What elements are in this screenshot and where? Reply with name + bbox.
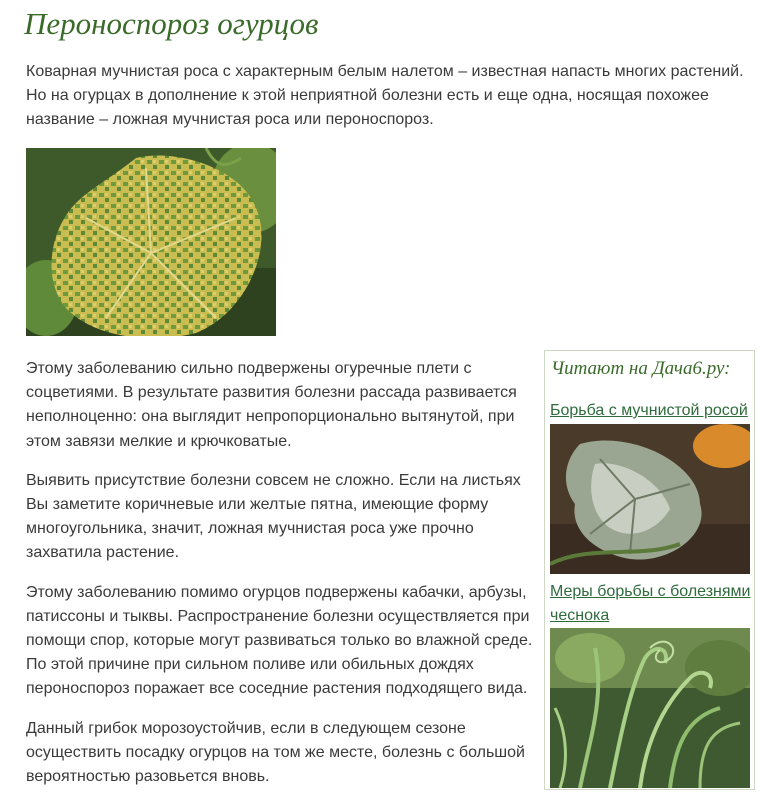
article-paragraph bbox=[26, 469, 536, 566]
paragraph-line: соцветиями. В результате развития болезни рассада развивается bbox=[26, 384, 517, 402]
paragraph-line: многоугольника, значит, ложная мучнистая роса уже прочно bbox=[26, 520, 474, 538]
article-title: Пероноспороз огурцов bbox=[24, 6, 319, 41]
related-image-powdery-mildew[interactable] bbox=[550, 424, 750, 574]
related-link-label: чеснока bbox=[550, 607, 610, 624]
paragraph-line: неполноценно: она выглядит непропорционально вытянутой, при bbox=[26, 408, 515, 426]
paragraph-line: помощи спор, которые могут развиваться только во влажной среде. bbox=[26, 632, 533, 650]
paragraph-line: этом завязи мелкие и крючковатые. bbox=[26, 432, 292, 450]
cucumber-leaf-image bbox=[26, 148, 276, 336]
article-intro bbox=[26, 60, 756, 132]
cucumber-leaf-photo bbox=[26, 148, 276, 336]
related-link-powdery-mildew[interactable] bbox=[550, 399, 748, 423]
paragraph-line: осуществить посадку огурцов на том же месте, болезнь с большой bbox=[26, 743, 525, 761]
sidebar-heading: Читают на Дача6.ру: bbox=[551, 358, 731, 379]
paragraph-line: По этой причине при сильном поливе или обильных дождях bbox=[26, 656, 474, 674]
article-body bbox=[26, 357, 536, 804]
related-image-garlic[interactable] bbox=[550, 628, 750, 788]
paragraph-line: захватила растение. bbox=[26, 544, 180, 562]
paragraph-line: Данный грибок морозоустойчив, если в следующем сезоне bbox=[26, 719, 466, 737]
paragraph-line: Вы заметите коричневые или желтые пятна, имеющие форму bbox=[26, 496, 489, 514]
paragraph-line: Этому заболеванию помимо огурцов подвержены кабачки, арбузы, bbox=[26, 583, 527, 601]
paragraph-line: вероятностью разовьется вновь. bbox=[26, 768, 270, 786]
article-paragraph bbox=[26, 717, 536, 790]
article-paragraph bbox=[26, 581, 536, 702]
garlic-plants-image bbox=[550, 628, 750, 788]
paragraph-line: пероноспороз поражает все соседние растения подходящего вида. bbox=[26, 680, 528, 698]
powdery-leaf-image bbox=[550, 424, 750, 574]
related-articles-sidebar bbox=[544, 350, 755, 790]
intro-line: название – ложная мучнистая роса или пероноспороз. bbox=[26, 111, 434, 128]
paragraph-line: патиссоны и тыквы. Распространение болезни осуществляется при bbox=[26, 607, 530, 625]
related-link-label: Меры борьбы с болезнями bbox=[550, 583, 751, 600]
related-link-label: Борьба с мучнистой росой bbox=[550, 402, 748, 419]
related-link-garlic-diseases[interactable] bbox=[550, 580, 750, 628]
intro-line: Но на огурцах в дополнение к этой неприятной болезни есть и еще одна, носящая похожее bbox=[26, 87, 709, 104]
paragraph-line: Выявить присутствие болезни совсем не сложно. Если на листьях bbox=[26, 471, 521, 489]
intro-line: Коварная мучнистая роса с характерным белым налетом – известная напасть многих растений. bbox=[26, 63, 744, 80]
paragraph-line: Этому заболеванию сильно подвержены огуречные плети с bbox=[26, 360, 472, 377]
article-paragraph bbox=[26, 357, 536, 454]
